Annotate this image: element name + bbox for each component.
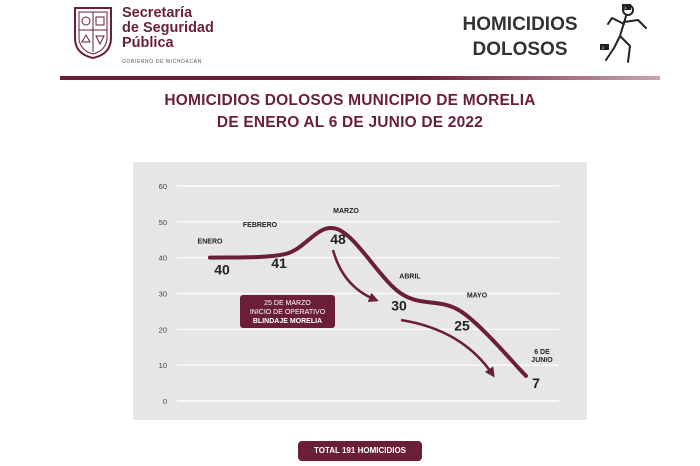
header-divider [60, 76, 660, 80]
org-line-1: Secretaría [122, 5, 193, 21]
header [0, 0, 700, 82]
coat-of-arms-icon [72, 4, 114, 60]
chart-title-line-1: HOMICIDIOS DOLOSOS MUNICIPIO DE MORELIA [164, 92, 536, 109]
y-tick-label: 50 [158, 217, 167, 227]
svg-text:2: 2 [602, 45, 605, 50]
category-label: ENERO [197, 238, 223, 246]
crime-scene-figure-icon [594, 2, 652, 68]
total-suffix: HOMICIDIOS [355, 446, 407, 455]
y-tick-label: 60 [158, 182, 167, 191]
category-label: JUNIO [531, 356, 553, 364]
chart-title [0, 90, 700, 134]
y-tick-label: 40 [158, 253, 167, 263]
y-tick-label: 0 [162, 397, 167, 406]
annotation-text: BLINDAJE MORELIA [252, 318, 323, 325]
data-label: 41 [271, 255, 287, 272]
annotation-text: INICIO DE OPERATIVO [249, 309, 326, 316]
data-label: 48 [330, 231, 346, 247]
category-label: 6 DE [534, 348, 550, 356]
svg-text:1: 1 [624, 5, 627, 10]
total-badge [298, 441, 422, 461]
data-label: 7 [532, 374, 540, 391]
y-tick-label: 30 [158, 289, 167, 299]
category-label: ABRIL [399, 273, 421, 281]
chart-title-line-2: DE ENERO AL 6 DE JUNIO DE 2022 [216, 114, 484, 131]
topic-line-2: DOLOSOS [472, 39, 568, 60]
category-label: FEBRERO [242, 222, 278, 230]
topic-line-1: HOMICIDIOS [462, 14, 578, 35]
org-line-3: Pública [122, 35, 174, 51]
category-label: MARZO [333, 208, 359, 215]
total-value: 191 [341, 446, 356, 455]
org-subtitle: GOBIERNO DE MICHOACÁN [122, 59, 202, 65]
organization-name [122, 6, 214, 70]
annotation-text: 25 DE MARZO [264, 300, 311, 307]
line-chart [133, 162, 587, 420]
category-label: MAYO [466, 292, 488, 300]
data-label: 40 [214, 261, 230, 278]
y-tick-label: 20 [158, 325, 167, 335]
y-tick-label: 10 [158, 361, 167, 371]
topic-title [450, 12, 590, 62]
data-label: 25 [454, 317, 470, 334]
org-line-2: de Seguridad [122, 20, 214, 36]
data-label: 30 [391, 297, 407, 314]
total-prefix: TOTAL [313, 446, 342, 455]
